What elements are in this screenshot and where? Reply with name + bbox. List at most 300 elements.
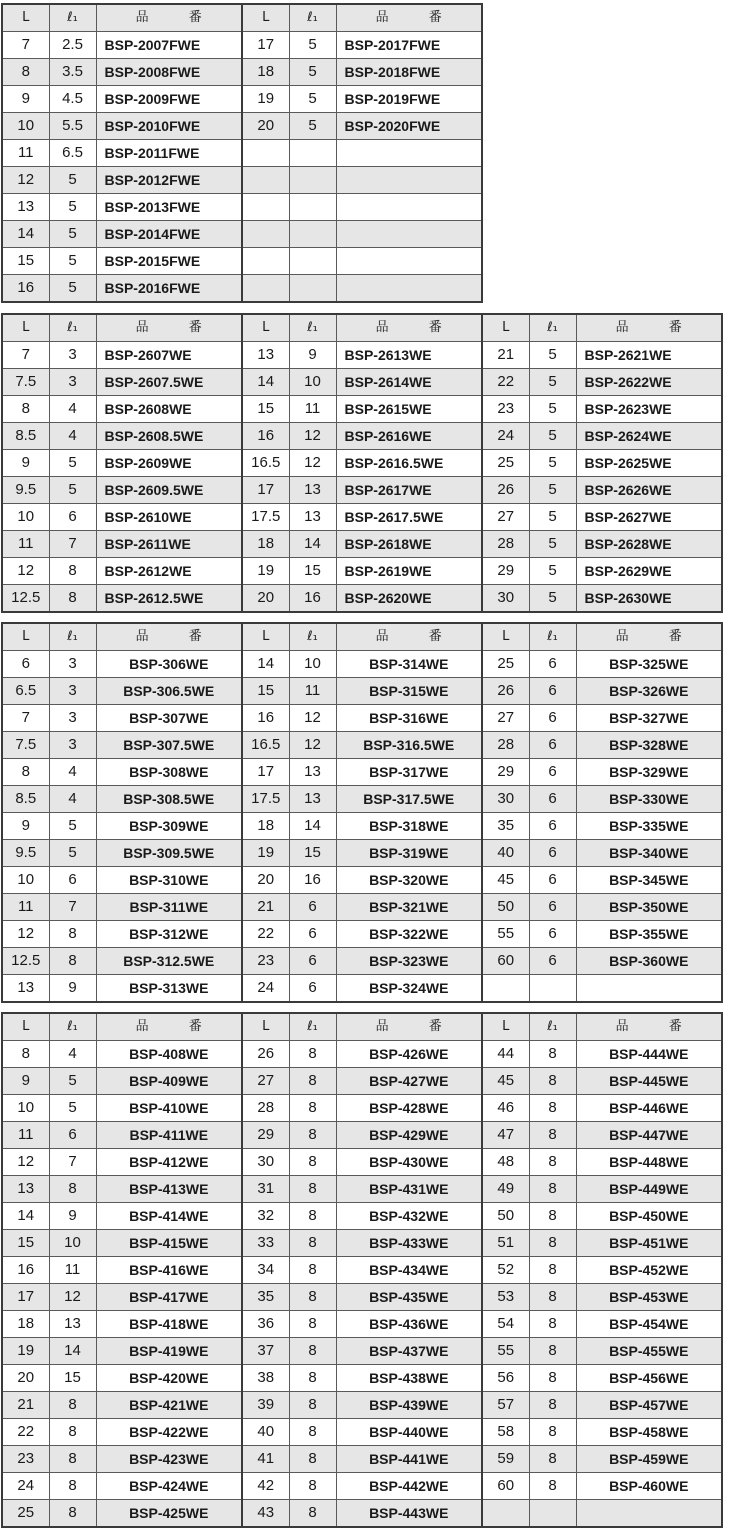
cell-length-L: 57 [482,1392,529,1419]
cell-length-L: 29 [482,759,529,786]
cell-length-l1: 6 [529,759,576,786]
cell-part-number: BSP-2619WE [336,558,482,585]
table-row [2,113,482,140]
cell-length-L: 30 [482,585,529,613]
cell-part-number: BSP-428WE [336,1095,482,1122]
table-header-row [2,1013,722,1041]
cell-part-number: BSP-307.5WE [96,732,242,759]
cell-length-L: 30 [482,786,529,813]
cell-length-l1: 5 [49,221,96,248]
cell-length-L: 26 [482,678,529,705]
cell-length-L: 38 [242,1365,289,1392]
cell-length-l1 [289,140,336,167]
cell-part-number: BSP-2614WE [336,369,482,396]
header-part-number [576,623,722,651]
cell-length-L: 34 [242,1257,289,1284]
cell-length-L: 51 [482,1230,529,1257]
cell-length-L: 9 [2,450,49,477]
cell-part-number: BSP-454WE [576,1311,722,1338]
cell-part-number: BSP-2607.5WE [96,369,242,396]
header-L: L [2,623,49,651]
header-l1: ℓ₁ [49,4,96,32]
table-row [2,1338,722,1365]
cell-part-number: BSP-2617WE [336,477,482,504]
header-part-number [336,1013,482,1041]
table-row [2,894,722,921]
table-row [2,32,482,59]
table-header-row [2,314,722,342]
cell-part-number: BSP-326WE [576,678,722,705]
cell-length-l1 [289,167,336,194]
cell-part-number: BSP-2616.5WE [336,450,482,477]
cell-length-l1: 13 [289,504,336,531]
cell-length-L: 25 [482,651,529,678]
table-row [2,140,482,167]
cell-part-number: BSP-323WE [336,948,482,975]
cell-length-l1: 3 [49,732,96,759]
cell-length-l1 [289,275,336,303]
table-row [2,1473,722,1500]
table-row [2,504,722,531]
header-l1: ℓ₁ [529,623,576,651]
cell-length-L: 17.5 [242,504,289,531]
cell-length-L: 12.5 [2,585,49,613]
cell-length-L: 60 [482,948,529,975]
cell-length-l1: 8 [49,1446,96,1473]
cell-length-L: 21 [482,342,529,369]
cell-length-L: 18 [242,813,289,840]
cell-length-L: 12.5 [2,948,49,975]
cell-length-l1: 3 [49,342,96,369]
header-part-number-label: 品 番 [135,320,220,335]
cell-part-number: BSP-447WE [576,1122,722,1149]
cell-length-l1: 5 [289,59,336,86]
cell-part-number: BSP-431WE [336,1176,482,1203]
header-part-number-label: 品 番 [375,10,460,25]
cell-length-L: 22 [2,1419,49,1446]
cell-length-L: 12 [2,1149,49,1176]
cell-part-number: BSP-330WE [576,786,722,813]
cell-part-number: BSP-451WE [576,1230,722,1257]
cell-part-number [336,248,482,275]
cell-length-L: 22 [482,369,529,396]
cell-length-L: 10 [2,504,49,531]
cell-length-L [482,1500,529,1528]
cell-part-number: BSP-310WE [96,867,242,894]
cell-part-number: BSP-2616WE [336,423,482,450]
cell-length-l1: 6 [529,948,576,975]
cell-length-l1: 8 [49,1419,96,1446]
cell-part-number: BSP-316.5WE [336,732,482,759]
cell-length-l1: 9 [289,342,336,369]
header-l1: ℓ₁ [49,314,96,342]
cell-part-number: BSP-2628WE [576,531,722,558]
cell-part-number: BSP-2610WE [96,504,242,531]
header-part-number [96,4,242,32]
header-l1: ℓ₁ [289,623,336,651]
table-row [2,1203,722,1230]
cell-part-number: BSP-2016FWE [96,275,242,303]
cell-length-L: 7 [2,705,49,732]
cell-part-number: BSP-415WE [96,1230,242,1257]
table-row [2,477,722,504]
cell-length-l1: 8 [49,921,96,948]
cell-length-l1: 11 [289,678,336,705]
cell-length-l1: 5 [49,1095,96,1122]
cell-length-l1: 12 [289,423,336,450]
cell-length-L: 17 [242,477,289,504]
cell-part-number: BSP-445WE [576,1068,722,1095]
cell-length-l1: 5 [289,32,336,59]
cell-length-L: 40 [242,1419,289,1446]
cell-length-L: 7.5 [2,732,49,759]
cell-length-L: 56 [482,1365,529,1392]
cell-length-l1: 5 [49,167,96,194]
cell-length-l1: 8 [49,558,96,585]
cell-length-l1: 8 [529,1365,576,1392]
table-row [2,732,722,759]
cell-length-l1: 5 [49,840,96,867]
cell-length-l1: 6 [49,1122,96,1149]
table-row [2,705,722,732]
cell-part-number: BSP-308WE [96,759,242,786]
cell-length-l1: 8 [289,1338,336,1365]
header-part-number [96,1013,242,1041]
cell-length-l1: 8 [289,1149,336,1176]
cell-length-l1: 13 [289,759,336,786]
cell-length-l1: 8 [289,1041,336,1068]
cell-length-l1: 13 [289,477,336,504]
cell-length-L: 21 [242,894,289,921]
cell-part-number: BSP-453WE [576,1284,722,1311]
cell-length-L: 25 [2,1500,49,1528]
table-row [2,1095,722,1122]
cell-length-L: 8.5 [2,786,49,813]
cell-length-L: 12 [2,558,49,585]
header-l1: ℓ₁ [529,314,576,342]
cell-length-L: 41 [242,1446,289,1473]
cell-part-number: BSP-317WE [336,759,482,786]
cell-length-L: 19 [2,1338,49,1365]
cell-length-l1: 4 [49,1041,96,1068]
cell-part-number: BSP-2625WE [576,450,722,477]
cell-length-L: 8 [2,1041,49,1068]
cell-length-L: 9.5 [2,477,49,504]
cell-length-l1: 5 [529,450,576,477]
cell-length-l1: 6 [289,921,336,948]
cell-length-l1: 5 [289,86,336,113]
cell-length-L: 17 [242,759,289,786]
header-part-number-label: 品 番 [135,1019,220,1034]
cell-length-l1: 8 [529,1203,576,1230]
cell-length-l1: 4 [49,423,96,450]
cell-part-number [336,221,482,248]
table-row [2,1284,722,1311]
cell-length-l1: 5 [289,113,336,140]
table-row [2,59,482,86]
cell-length-L: 25 [482,450,529,477]
cell-length-L: 17.5 [242,786,289,813]
table-row [2,1419,722,1446]
table-row [2,813,722,840]
cell-length-L: 14 [242,369,289,396]
cell-length-L: 22 [242,921,289,948]
header-l1: ℓ₁ [289,4,336,32]
cell-length-L: 17 [242,32,289,59]
cell-length-L: 42 [242,1473,289,1500]
cell-length-L: 30 [242,1149,289,1176]
cell-part-number: BSP-412WE [96,1149,242,1176]
cell-length-l1: 3 [49,678,96,705]
cell-part-number: BSP-448WE [576,1149,722,1176]
cell-part-number: BSP-309WE [96,813,242,840]
cell-length-l1: 8 [289,1419,336,1446]
cell-length-l1: 8 [529,1446,576,1473]
cell-part-number: BSP-413WE [96,1176,242,1203]
cell-length-L: 9 [2,86,49,113]
cell-length-l1: 8 [49,1473,96,1500]
cell-length-l1: 6 [529,732,576,759]
cell-length-L: 7.5 [2,369,49,396]
cell-length-L: 6 [2,651,49,678]
cell-length-l1: 6 [529,678,576,705]
cell-part-number: BSP-325WE [576,651,722,678]
table-row [2,248,482,275]
header-L: L [2,4,49,32]
cell-length-L: 13 [242,342,289,369]
cell-length-l1: 6 [49,867,96,894]
cell-part-number: BSP-317.5WE [336,786,482,813]
cell-length-L: 24 [2,1473,49,1500]
cell-part-number: BSP-355WE [576,921,722,948]
cell-part-number: BSP-307WE [96,705,242,732]
parts-table-we3 [1,622,723,1003]
cell-part-number: BSP-2629WE [576,558,722,585]
cell-part-number: BSP-2607WE [96,342,242,369]
cell-length-L: 45 [482,867,529,894]
cell-part-number: BSP-457WE [576,1392,722,1419]
cell-length-L [242,140,289,167]
cell-length-l1: 8 [529,1122,576,1149]
table-row [2,194,482,221]
cell-part-number: BSP-444WE [576,1041,722,1068]
cell-length-l1: 4 [49,759,96,786]
cell-length-L: 23 [482,396,529,423]
cell-length-l1: 8 [529,1392,576,1419]
table-row [2,1176,722,1203]
cell-part-number: BSP-2626WE [576,477,722,504]
cell-length-L: 43 [242,1500,289,1528]
cell-length-L: 9.5 [2,840,49,867]
cell-length-l1: 6 [529,813,576,840]
cell-part-number: BSP-421WE [96,1392,242,1419]
cell-length-L: 28 [242,1095,289,1122]
cell-part-number: BSP-327WE [576,705,722,732]
cell-part-number: BSP-2014FWE [96,221,242,248]
cell-part-number: BSP-2017FWE [336,32,482,59]
cell-length-l1: 12 [289,450,336,477]
cell-length-l1: 16 [289,585,336,613]
table-row [2,921,722,948]
cell-length-L: 7 [2,342,49,369]
table-row [2,786,722,813]
cell-part-number: BSP-2007FWE [96,32,242,59]
cell-length-l1: 8 [289,1095,336,1122]
header-part-number [336,314,482,342]
cell-part-number: BSP-2012FWE [96,167,242,194]
cell-length-L: 14 [2,221,49,248]
cell-length-L: 52 [482,1257,529,1284]
cell-part-number [576,1500,722,1528]
cell-length-L: 15 [242,396,289,423]
cell-length-L: 26 [242,1041,289,1068]
cell-length-l1: 8 [49,585,96,613]
cell-length-l1: 8 [529,1311,576,1338]
cell-length-l1: 8 [289,1311,336,1338]
cell-length-L: 19 [242,840,289,867]
cell-part-number: BSP-420WE [96,1365,242,1392]
cell-length-l1: 6 [289,948,336,975]
cell-length-l1: 14 [49,1338,96,1365]
cell-length-l1: 5 [529,477,576,504]
cell-length-l1: 5 [529,504,576,531]
header-part-number [576,314,722,342]
cell-length-l1: 8 [529,1149,576,1176]
cell-part-number: BSP-437WE [336,1338,482,1365]
cell-length-L: 37 [242,1338,289,1365]
cell-length-L: 58 [482,1419,529,1446]
cell-part-number: BSP-433WE [336,1230,482,1257]
cell-part-number: BSP-312.5WE [96,948,242,975]
cell-length-L: 59 [482,1446,529,1473]
cell-length-l1 [289,248,336,275]
cell-length-l1: 4.5 [49,86,96,113]
cell-length-L: 20 [2,1365,49,1392]
cell-length-l1: 4 [49,786,96,813]
table-row [2,651,722,678]
cell-length-l1: 3 [49,651,96,678]
cell-length-L [242,194,289,221]
cell-length-l1 [529,1500,576,1528]
cell-length-L: 35 [482,813,529,840]
cell-part-number: BSP-340WE [576,840,722,867]
cell-length-L: 19 [242,558,289,585]
header-part-number-label: 品 番 [375,1019,460,1034]
header-L: L [242,4,289,32]
cell-part-number: BSP-2612.5WE [96,585,242,613]
cell-length-L: 10 [2,1095,49,1122]
cell-length-l1: 8 [529,1284,576,1311]
cell-part-number: BSP-321WE [336,894,482,921]
cell-length-L: 35 [242,1284,289,1311]
cell-length-L: 47 [482,1122,529,1149]
cell-length-L: 11 [2,531,49,558]
cell-length-L: 27 [242,1068,289,1095]
cell-length-L: 8 [2,396,49,423]
cell-length-l1: 7 [49,894,96,921]
cell-part-number: BSP-350WE [576,894,722,921]
cell-length-l1: 8 [529,1068,576,1095]
cell-length-l1: 5 [49,450,96,477]
cell-part-number: BSP-439WE [336,1392,482,1419]
cell-length-L: 20 [242,585,289,613]
table-row [2,1230,722,1257]
cell-part-number: BSP-435WE [336,1284,482,1311]
cell-part-number: BSP-409WE [96,1068,242,1095]
cell-part-number: BSP-2011FWE [96,140,242,167]
cell-length-L: 48 [482,1149,529,1176]
header-part-number-label: 品 番 [135,629,220,644]
cell-length-L: 9 [2,813,49,840]
cell-length-l1: 8 [289,1392,336,1419]
cell-length-L: 18 [242,531,289,558]
cell-part-number: BSP-2612WE [96,558,242,585]
cell-length-L: 54 [482,1311,529,1338]
cell-length-L: 49 [482,1176,529,1203]
table-row [2,558,722,585]
header-L: L [242,623,289,651]
cell-length-L: 40 [482,840,529,867]
cell-length-L: 12 [2,167,49,194]
cell-length-l1: 3.5 [49,59,96,86]
cell-part-number: BSP-360WE [576,948,722,975]
cell-length-l1: 8 [529,1473,576,1500]
cell-part-number: BSP-328WE [576,732,722,759]
cell-length-l1: 3 [49,705,96,732]
table-row [2,86,482,113]
cell-part-number: BSP-2617.5WE [336,504,482,531]
cell-length-L: 6.5 [2,678,49,705]
table-row [2,221,482,248]
cell-length-L: 15 [2,1230,49,1257]
cell-length-l1: 9 [49,1203,96,1230]
cell-part-number: BSP-319WE [336,840,482,867]
header-part-number [336,623,482,651]
cell-part-number: BSP-318WE [336,813,482,840]
cell-part-number: BSP-458WE [576,1419,722,1446]
cell-part-number: BSP-329WE [576,759,722,786]
parts-table-we4 [1,1012,723,1528]
table-row [2,423,722,450]
cell-length-l1: 9 [49,975,96,1003]
cell-length-l1: 11 [49,1257,96,1284]
table-row [2,975,722,1003]
cell-part-number: BSP-419WE [96,1338,242,1365]
cell-length-l1: 5 [529,396,576,423]
cell-part-number: BSP-2010FWE [96,113,242,140]
header-part-number [576,1013,722,1041]
cell-length-L: 8.5 [2,423,49,450]
cell-length-l1 [529,975,576,1003]
header-l1: ℓ₁ [49,623,96,651]
cell-part-number: BSP-416WE [96,1257,242,1284]
cell-length-L [482,975,529,1003]
cell-length-L: 20 [242,113,289,140]
cell-part-number: BSP-2015FWE [96,248,242,275]
cell-part-number: BSP-2630WE [576,585,722,613]
cell-part-number: BSP-436WE [336,1311,482,1338]
cell-part-number: BSP-449WE [576,1176,722,1203]
cell-length-l1: 5 [529,585,576,613]
header-part-number-label: 品 番 [615,320,700,335]
cell-part-number: BSP-429WE [336,1122,482,1149]
cell-length-l1: 8 [49,1500,96,1528]
cell-length-l1: 5 [49,813,96,840]
cell-length-l1: 12 [289,732,336,759]
table-row [2,867,722,894]
cell-length-l1: 8 [289,1446,336,1473]
cell-length-L: 11 [2,1122,49,1149]
